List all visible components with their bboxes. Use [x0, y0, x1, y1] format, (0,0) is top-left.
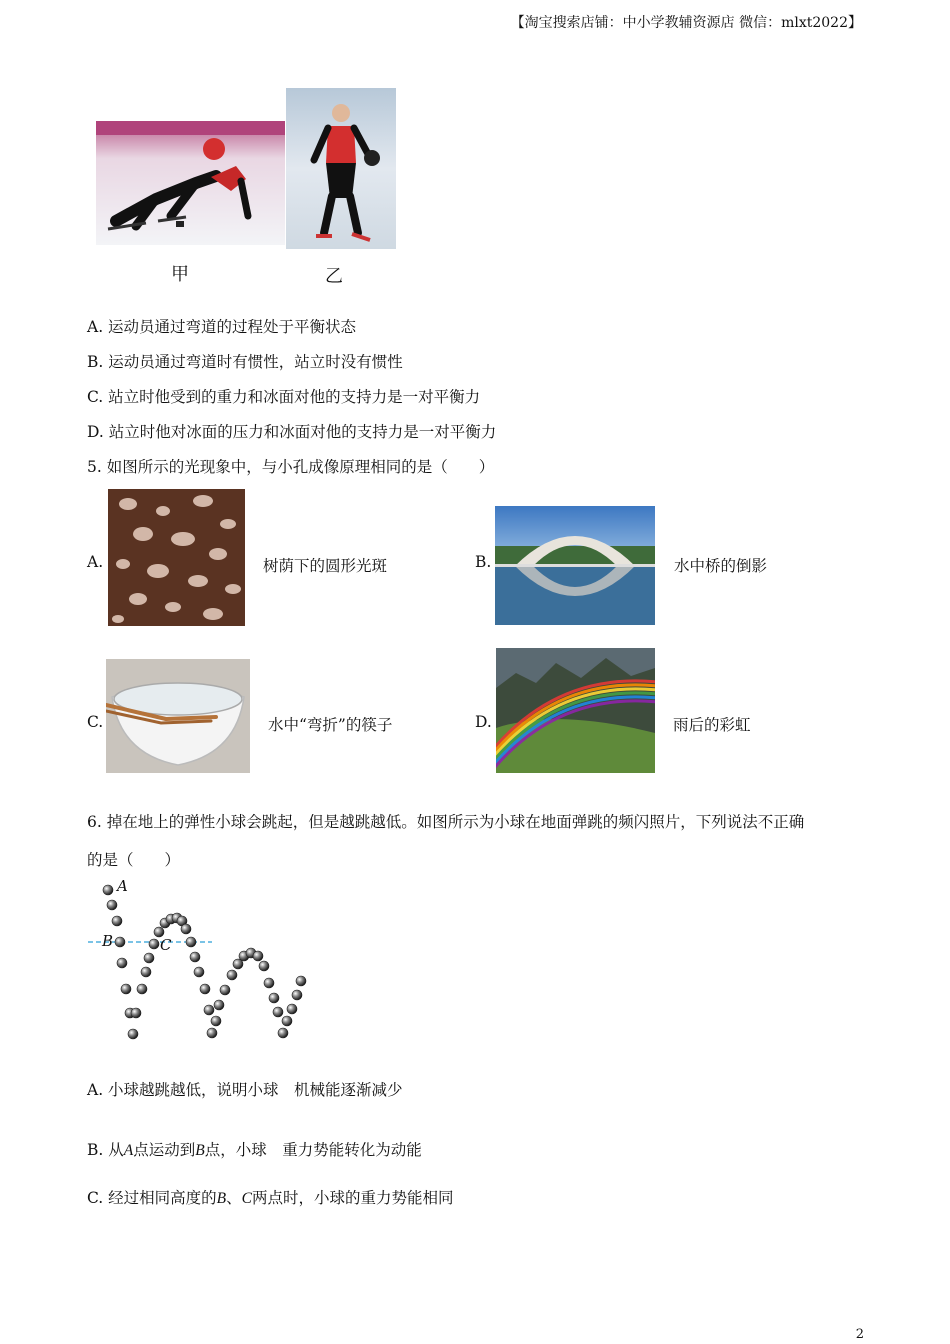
q6-option-b-mid: 点运动到	[133, 1141, 196, 1159]
q5-option-b-text: 水中桥的倒影	[674, 557, 768, 575]
q6-option-c-point1: B	[216, 1190, 227, 1207]
point-label-b: B	[102, 932, 114, 950]
ball-image-10	[137, 984, 147, 994]
q6-stem-line1: 6. 掉在地上的弹性小球会跳起，但是越跳越低。如图所示为小球在地面弹跳的频闪照片，下列说法不正确	[87, 813, 805, 831]
q5-option-d-text: 雨后的彩虹	[673, 716, 751, 734]
ball-image-1	[103, 885, 113, 895]
ball-image-4	[115, 937, 125, 947]
q6-option-c	[87, 1186, 454, 1208]
point-label-a: A	[117, 877, 128, 895]
q6-option-b-point1: A	[123, 1142, 134, 1159]
ball-image-19	[181, 924, 191, 934]
q6-option-b-post: 点，小球 重力势能转化为动能	[204, 1141, 422, 1159]
ball-image-23	[200, 984, 210, 994]
ball-image-25	[207, 1028, 217, 1038]
ball-image-21	[190, 952, 200, 962]
q4-option-d: D. 站立时他对冰面的压力和冰面对他的支持力是一对平衡力	[87, 423, 497, 441]
q4-option-a: A. 运动员通过弯道的过程处于平衡状态	[87, 318, 357, 336]
q6-option-a: A. 小球越跳越低，说明小球 机械能逐渐减少	[87, 1081, 403, 1099]
q5-option-c-letter: C.	[87, 713, 104, 731]
tree-shade-light-spots-photo	[108, 489, 245, 626]
ball-image-12	[144, 953, 154, 963]
q6-option-c-sep: 、	[226, 1189, 242, 1207]
ball-image-26	[211, 1016, 221, 1026]
ball-image-20	[186, 937, 196, 947]
ball-image-5	[117, 958, 127, 968]
ball-image-2	[107, 900, 117, 910]
q6-option-b-point2: B	[195, 1142, 205, 1159]
figure-caption-jia: 甲	[171, 264, 189, 285]
page-number: 2	[855, 1327, 864, 1342]
ball-image-13	[149, 939, 159, 949]
bent-chopsticks-in-water-photo	[106, 659, 250, 773]
q5-stem: 5. 如图所示的光现象中，与小孔成像原理相同的是（ ）	[87, 458, 495, 476]
figure-caption-yi: 乙	[325, 266, 343, 287]
ball-image-40	[287, 1004, 297, 1014]
q4-option-b: B. 运动员通过弯道时有惯性，站立时没有惯性	[87, 353, 403, 371]
ball-image-39	[282, 1016, 292, 1026]
ball-image-36	[269, 993, 279, 1003]
ball-image-33	[253, 951, 263, 961]
ball-image-6	[121, 984, 131, 994]
q6-option-c-post: 两点时，小球的重力势能相同	[252, 1189, 454, 1207]
ball-image-27	[214, 1000, 224, 1010]
ball-image-38	[278, 1028, 288, 1038]
ball-image-41	[292, 990, 302, 1000]
bridge-reflection-photo	[495, 506, 655, 625]
q4-option-c: C. 站立时他受到的重力和冰面对他的支持力是一对平衡力	[87, 388, 481, 406]
ball-image-3	[112, 916, 122, 926]
q6-option-b	[87, 1138, 422, 1160]
bouncing-ball-stroboscopic-photo	[86, 876, 316, 1046]
ball-image-11	[141, 967, 151, 977]
ball-image-37	[273, 1007, 283, 1017]
rainbow-after-rain-photo	[496, 648, 655, 773]
ball-image-42	[296, 976, 306, 986]
ball-image-22	[194, 967, 204, 977]
speed-skater-standing-photo	[286, 88, 396, 249]
speed-skater-cornering-photo	[96, 121, 285, 245]
q6-option-b-pre: B. 从	[87, 1141, 124, 1159]
q6-option-c-pre: C. 经过相同高度的	[87, 1189, 217, 1207]
ball-image-34	[259, 961, 269, 971]
ball-image-29	[227, 970, 237, 980]
ball-image-8	[128, 1029, 138, 1039]
page-header: 【淘宝搜索店铺：中小学教辅资源店 微信：mlxt2022】	[510, 15, 862, 31]
point-label-c: C	[160, 936, 172, 954]
q5-option-c-text: 水中“弯折”的筷子	[268, 716, 393, 734]
ball-image-28	[220, 985, 230, 995]
ball-image-24	[204, 1005, 214, 1015]
q5-option-b-letter: B.	[475, 553, 492, 571]
q5-option-a-letter: A.	[87, 553, 104, 571]
q6-stem-line2: 的是（ ）	[87, 851, 181, 869]
ball-image-9	[131, 1008, 141, 1018]
q5-option-d-letter: D.	[475, 713, 492, 731]
q6-option-c-point2: C	[241, 1190, 252, 1207]
ball-image-35	[264, 978, 274, 988]
q5-option-a-text: 树荫下的圆形光斑	[263, 557, 388, 575]
